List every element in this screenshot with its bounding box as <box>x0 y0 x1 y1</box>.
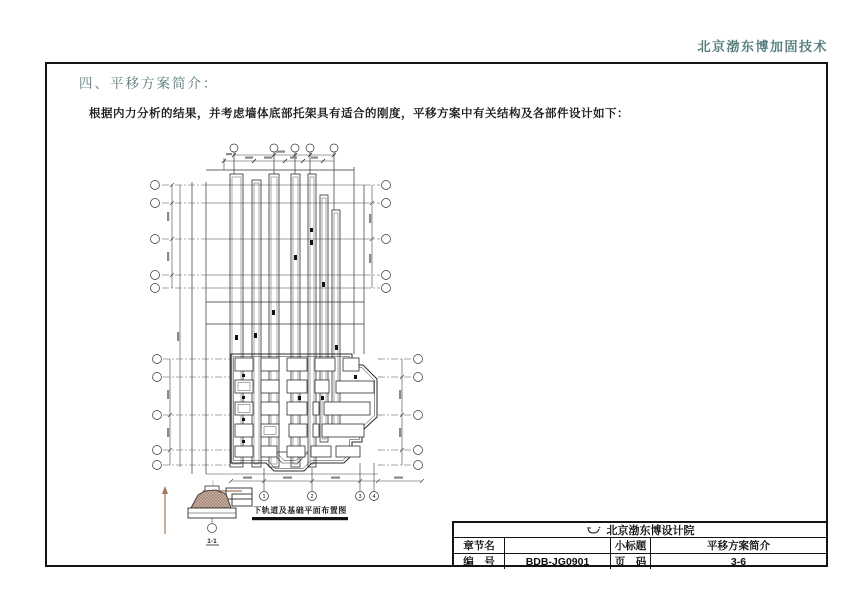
chapter-value <box>504 538 610 553</box>
title-block-institute-row <box>454 523 826 537</box>
institute-name: 北京渤东博设计院 <box>606 525 695 537</box>
move-direction-arrow-up <box>162 486 168 534</box>
drawing-caption-group <box>252 505 348 520</box>
page-frame <box>45 62 828 567</box>
top-dimension-lines <box>222 151 336 171</box>
axis-number: 1 <box>262 494 266 500</box>
detail-label: 1-1 <box>207 538 217 545</box>
foundation-plan-drawing <box>142 140 434 552</box>
page-value: 3-6 <box>650 554 826 569</box>
caption-underline <box>252 517 348 520</box>
title-block-row-number <box>454 553 826 569</box>
institute-logo-icon <box>586 525 602 536</box>
title-block <box>452 521 828 567</box>
axis-number: 2 <box>310 494 314 500</box>
body-paragraph: 根据内力分析的结果，并考虑墙体底部托架具有适合的刚度，平移方案中有关结构及各部件设计如下： <box>89 108 629 120</box>
axis-number: 3 <box>358 494 362 500</box>
track-rails <box>230 174 340 467</box>
top-axis-bubbles <box>230 144 338 210</box>
subtitle-label: 小标题 <box>610 538 650 553</box>
title-block-row-chapter <box>454 538 826 553</box>
title-block-grid <box>454 537 826 569</box>
page-label: 页 码 <box>610 554 650 569</box>
axis-number: 4 <box>372 494 376 500</box>
bottom-dimensions <box>206 463 424 501</box>
track-section-detail <box>188 480 252 545</box>
section-heading: 四、平移方案简介： <box>79 76 219 91</box>
drawing-caption: 下轨道及基础平面布置图 <box>253 506 347 515</box>
number-value: BDB-JG0901 <box>504 554 610 569</box>
company-header: 北京渤东博加固技术 <box>697 39 828 54</box>
chapter-label: 章节名 <box>463 540 495 552</box>
number-label: 编 号 <box>463 556 495 568</box>
subtitle-value: 平移方案简介 <box>650 538 826 553</box>
